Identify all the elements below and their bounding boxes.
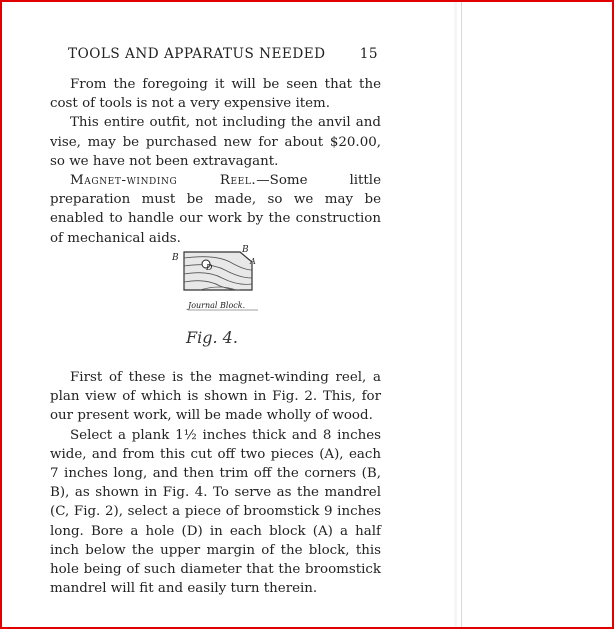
page-gutter — [454, 2, 457, 627]
section-text: —Some little preparation must be made, so we may be enabled to handle our work by the construction of mechanical aids. — [50, 173, 381, 246]
paragraph: Select a plank 1½ inches thick and 8 inches wide, and from this cut off two pieces (A), each 7 inches long, and then trim off the corners (B, B), as shown in Fig. 4. To serve as the mandrel (C, Fig. 2), select a piece of broomstick 9 inches long. Bore a hole (D) in each block (A) a half inch below the upper margin of the block, this hole being of such diameter that the broomstick mandrel will fit and easily turn therein. — [50, 427, 381, 597]
label-a: A — [250, 257, 256, 266]
journal-block-figure — [170, 240, 270, 312]
page-number: 15 — [359, 46, 378, 62]
section-heading: Magnet-winding Reel. — [70, 173, 257, 189]
text-block-top — [50, 75, 381, 248]
running-header — [68, 46, 378, 62]
figure-caption: Fig. 4. — [186, 328, 238, 347]
paragraph: From the foregoing it will be seen that the cost of tools is not a very expensive item. — [50, 77, 381, 112]
paragraph: First of these is the magnet-winding reel, a plan view of which is shown in Fig. 2. This, for our present work, will be made wholly of wood. — [50, 370, 381, 424]
label-b-left: B — [172, 253, 179, 263]
figure-small-caption: Journal Block. — [188, 301, 246, 310]
text-block-bottom — [50, 368, 381, 598]
page-edge-line — [461, 2, 462, 627]
paragraph-reel — [50, 171, 381, 248]
header-title: TOOLS AND APPARATUS NEEDED — [68, 46, 326, 62]
paragraph: This entire outfit, not including the anvil and vise, may be purchased new for about $20.00, so we have not been extravagant. — [50, 115, 381, 169]
label-b-right: B — [242, 245, 249, 255]
label-d: D — [206, 263, 213, 272]
